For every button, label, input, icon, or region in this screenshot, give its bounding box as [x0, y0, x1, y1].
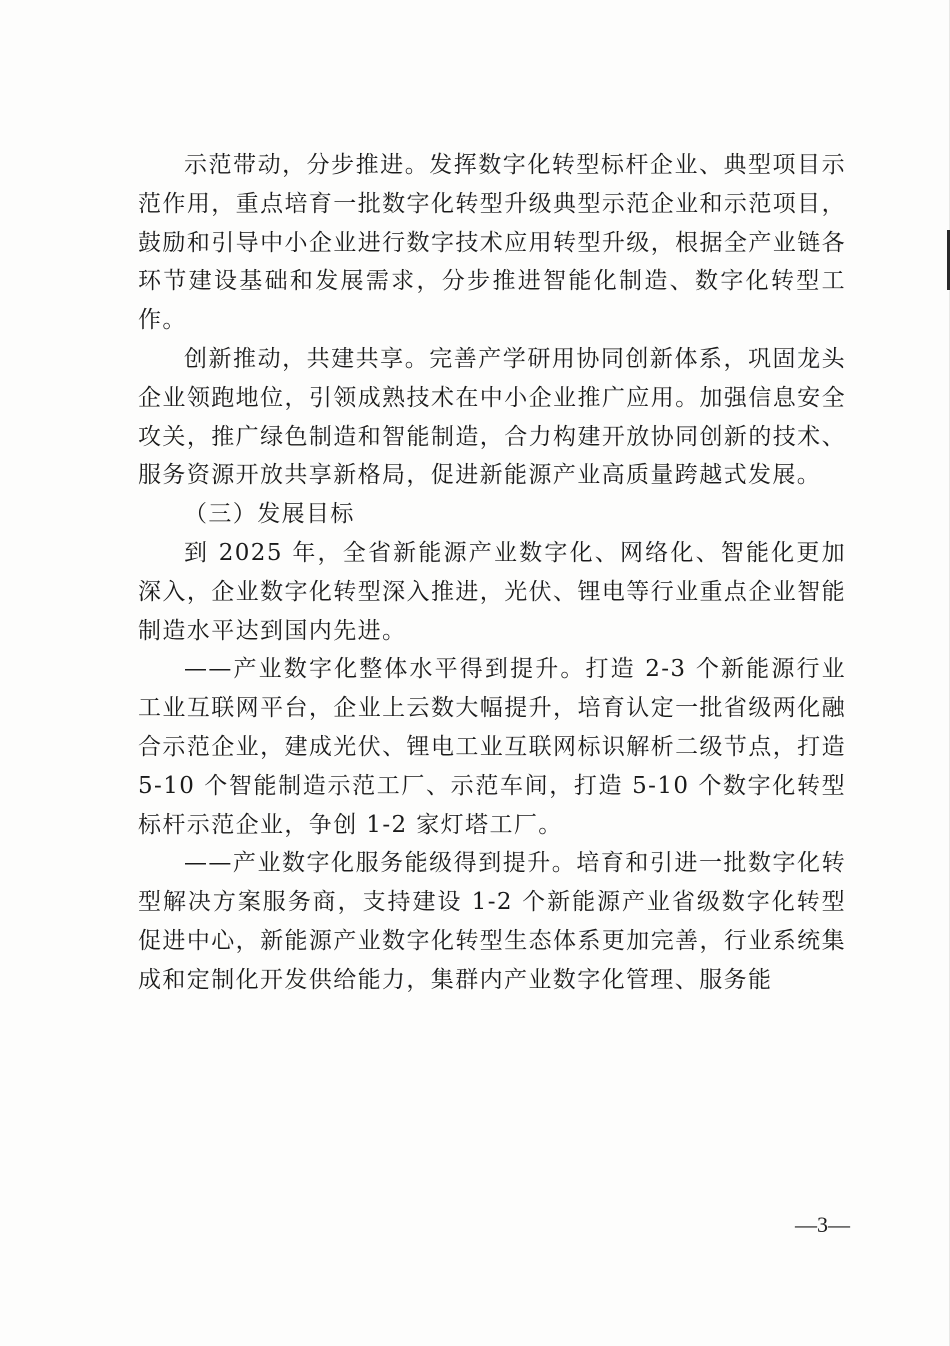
paragraph-innovation: 创新推动，共建共享。完善产学研用协同创新体系，巩固龙头企业领跑地位，引领成熟技术在中小企业推广应用。加强信息安全攻关，推广绿色制造和智能制造，合力构建开放协同创新的技术、服务资源开放共享新格局，促进新能源产业高质量跨越式发展。 [138, 345, 846, 489]
paragraph-goals: 到 2025 年，全省新能源产业数字化、网络化、智能化更加深入，企业数字化转型深入推进，光伏、锂电等行业重点企业智能制造水平达到国内先进。 [138, 539, 846, 644]
section-heading: （三）发展目标 [184, 501, 355, 528]
paragraph-service-level: ——产业数字化服务能级得到提升。培育和引进一批数字化转型解决方案服务商，支持建设 1-2 个新能源产业省级数字化转型促进中心，新能源产业数字化转型生态体系更加完善，行业系统集成和定制化开发供给能力，集群内产业数字化管理、服务能 [138, 850, 846, 993]
paragraph-overall-level: ——产业数字化整体水平得到提升。打造 2-3 个新能源行业工业互联网平台，企业上云数大幅提升，培育认定一批省级两化融合示范企业，建成光伏、锂电工业互联网标识解析二级节点，打造 5-10 个智能制造示范工厂、示范车间，打造 5-10 个数字化转型标杆示范企业，争创 1-2 家灯塔工厂。 [138, 656, 846, 838]
page-number: —3— [795, 1212, 850, 1237]
paragraph-demonstration: 示范带动，分步推进。发挥数字化转型标杆企业、典型项目示范作用，重点培育一批数字化转型升级典型示范企业和示范项目，鼓励和引导中小企业进行数字技术应用转型升级，根据全产业链各环节建设基础和发展需求，分步推进智能化制造、数字化转型工作。 [138, 152, 846, 334]
document-body [138, 146, 846, 1000]
